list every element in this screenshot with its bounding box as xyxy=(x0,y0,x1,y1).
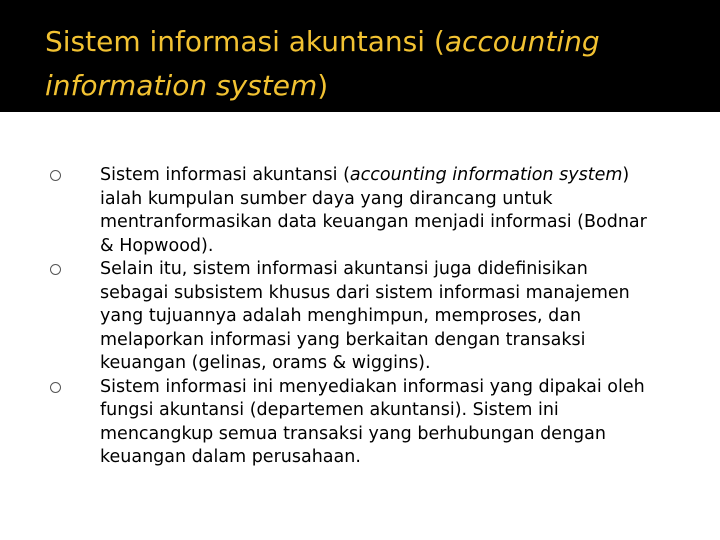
bullet-list xyxy=(0,164,720,470)
hollow-circle-icon xyxy=(50,170,61,181)
bullet-text-3: Sistem informasi ini menyediakan informasi yang dipakai oleh fungsi akuntansi (departemen akuntansi). Sistem ini mencangkup semua transaksi yang berhubungan dengan keuangan dalam perusahaan. xyxy=(100,376,645,467)
title-text-italic: accounting information system xyxy=(45,25,600,102)
bullet-1-italic: accounting information system xyxy=(349,165,623,185)
bullet-item-2 xyxy=(0,258,720,376)
hollow-circle-icon xyxy=(50,264,61,275)
title-text-part2: ) xyxy=(317,69,329,102)
bullet-item-3 xyxy=(0,376,720,470)
hollow-circle-icon xyxy=(50,382,61,393)
bullet-item-1 xyxy=(0,164,720,258)
bullet-1-suffix: ) ialah kumpulan sumber daya yang dirancang untuk mentranformasikan data keuangan menjadi informasi (Bodnar & Hopwood). xyxy=(100,165,647,256)
bullet-1-prefix: Sistem informasi akuntansi ( xyxy=(100,165,350,185)
bullet-text-1 xyxy=(100,164,660,258)
title-text-part1: Sistem informasi akuntansi ( xyxy=(45,25,445,58)
bullet-text-2: Selain itu, sistem informasi akuntansi juga didefinisikan sebagai subsistem khusus dari sistem informasi manajemen yang tujuannya adalah menghimpun, memproses, dan melaporkan informasi yang berkaitan dengan transaksi keuangan (gelinas, orams & wiggins). xyxy=(100,259,630,373)
slide-title xyxy=(45,20,695,108)
title-bar xyxy=(0,0,720,112)
